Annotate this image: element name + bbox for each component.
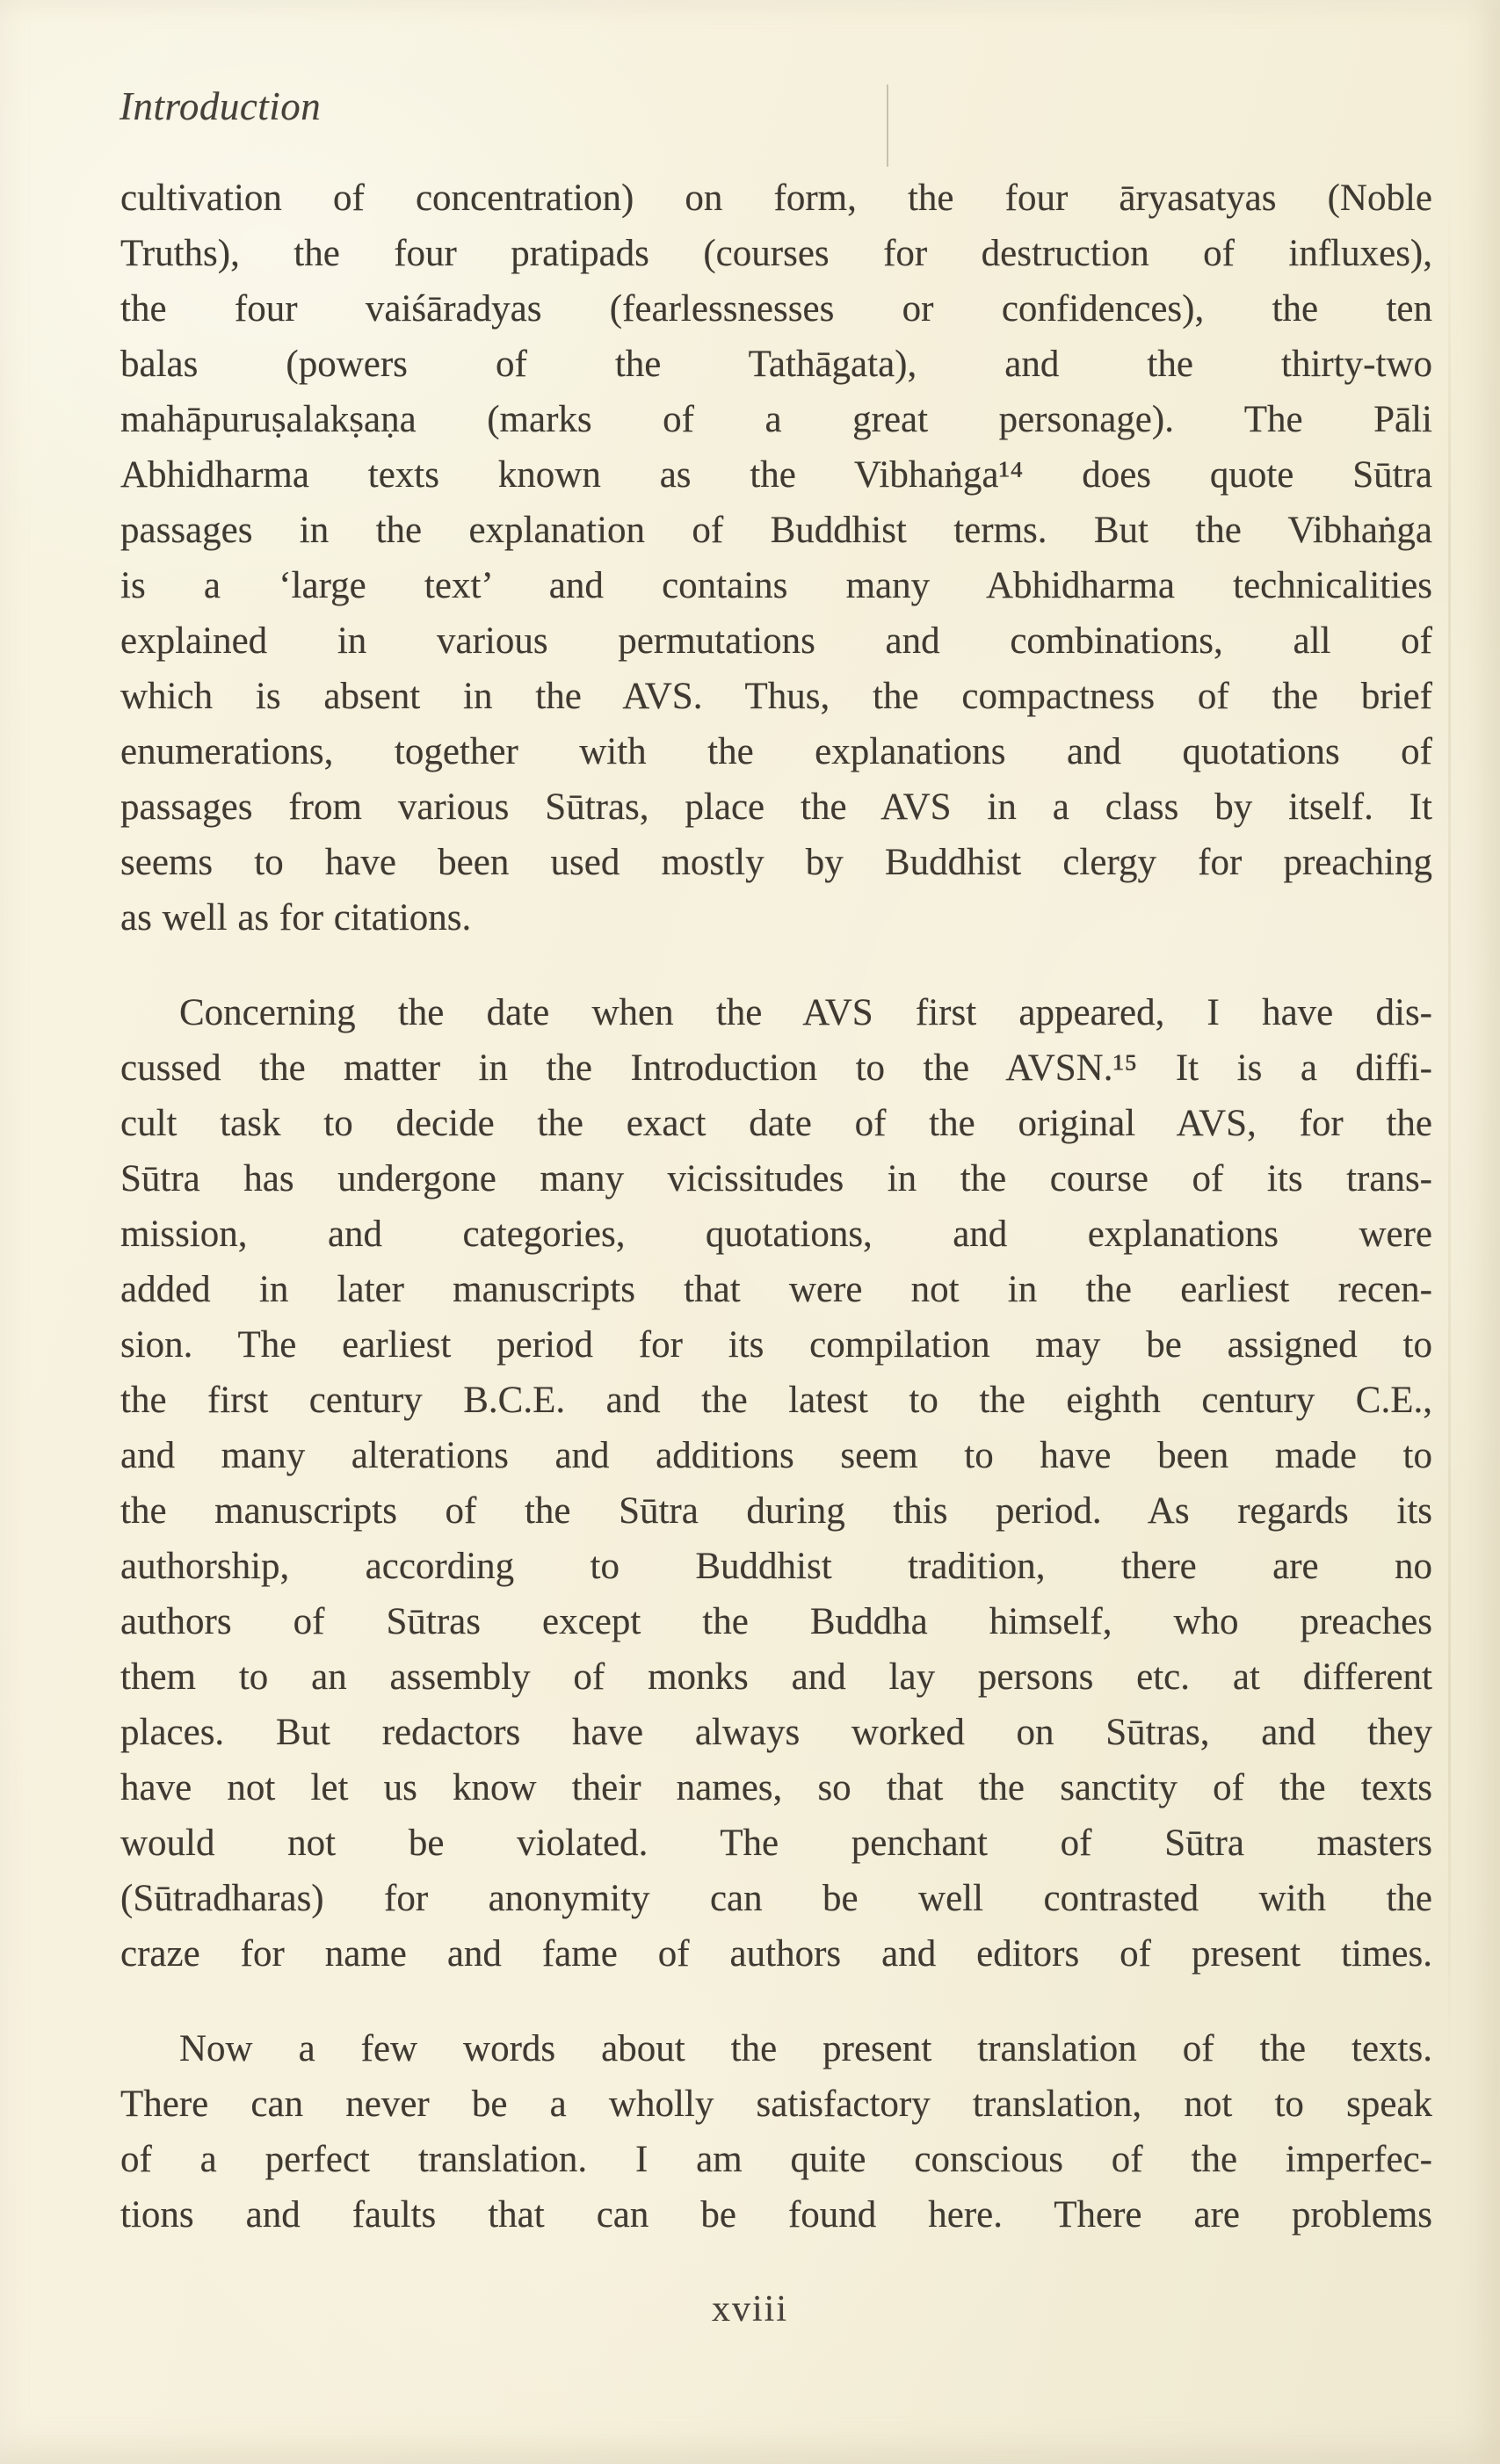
text-line: added in later manuscripts that were not in the earliest recen- — [120, 1269, 1432, 1310]
text-line: seems to have been used mostly by Buddhist clergy for preaching — [120, 842, 1432, 883]
text-line: Sūtra has undergone many vicissitudes in the course of its trans- — [120, 1158, 1432, 1199]
paragraph — [120, 170, 1432, 946]
text-line: and many alterations and additions seem to have been made to — [120, 1435, 1432, 1476]
scan-artifact — [887, 84, 888, 167]
text-line: Abhidharma texts known as the Vibhaṅga¹⁴ does quote Sūtra — [120, 454, 1432, 496]
text-line: balas (powers of the Tathāgata), and the thirty-two — [120, 344, 1432, 385]
text-line: them to an assembly of monks and lay persons etc. at different — [120, 1656, 1432, 1698]
text-line: would not be violated. The penchant of Sūtra masters — [120, 1823, 1432, 1864]
text-line: have not let us know their names, so that the sanctity of the texts — [120, 1767, 1432, 1808]
text-line: cultivation of concentration) on form, the four āryasatyas (Noble — [120, 178, 1432, 219]
text-line: the four vaiśāradyas (fearlessnesses or confidences), the ten — [120, 288, 1432, 330]
text-line: craze for name and fame of authors and editors of present times. — [120, 1933, 1432, 1975]
text-line: enumerations, together with the explanations and quotations of — [120, 731, 1432, 772]
text-line: the first century B.C.E. and the latest to the eighth century C.E., — [120, 1380, 1432, 1421]
text-line: sion. The earliest period for its compilation may be assigned to — [120, 1324, 1432, 1366]
running-header-title: Introduction — [120, 84, 322, 128]
text-line: is a ‘large text’ and contains many Abhidharma technicalities — [120, 565, 1432, 606]
text-line: explained in various permutations and combinations, all of — [120, 620, 1432, 662]
text-line: cussed the matter in the Introduction to the AVSN.¹⁵ It is a diffi- — [120, 1047, 1432, 1089]
page-number: xviii — [711, 2289, 788, 2330]
text-line: of a perfect translation. I am quite conscious of the imperfec- — [120, 2139, 1432, 2180]
text-line: cult task to decide the exact date of the original AVS, for the — [120, 1103, 1432, 1144]
text-line: mission, and categories, quotations, and explanations were — [120, 1214, 1432, 1255]
page-body-text — [120, 170, 1432, 2243]
text-line: authorship, according to Buddhist tradition, there are no — [120, 1546, 1432, 1587]
text-line: passages from various Sūtras, place the AVS in a class by itself. It — [120, 786, 1432, 828]
text-line: authors of Sūtras except the Buddha himself, who preaches — [120, 1601, 1432, 1642]
text-line: as well as for citations. — [120, 897, 472, 938]
text-line: which is absent in the AVS. Thus, the compactness of the brief — [120, 676, 1432, 717]
text-line: the manuscripts of the Sūtra during this period. As regards its — [120, 1490, 1432, 1532]
text-line: Concerning the date when the AVS first appeared, I have dis- — [179, 992, 1432, 1033]
text-line: mahāpuruṣalakṣaṇa (marks of a great personage). The Pāli — [120, 399, 1432, 440]
text-line: There can never be a wholly satisfactory translation, not to speak — [120, 2084, 1432, 2125]
paragraph — [120, 2021, 1432, 2243]
text-line: Now a few words about the present translation of the texts. — [179, 2028, 1432, 2069]
scan-crease — [1448, 193, 1451, 2083]
paragraph — [120, 985, 1432, 1982]
text-line: (Sūtradharas) for anonymity can be well contrasted with the — [120, 1878, 1432, 1919]
text-line: tions and faults that can be found here. There are problems — [120, 2194, 1432, 2236]
text-line: Truths), the four pratipads (courses for destruction of influxes), — [120, 233, 1432, 274]
text-line: places. But redactors have always worked on Sūtras, and they — [120, 1712, 1432, 1753]
text-line: passages in the explanation of Buddhist terms. But the Vibhaṅga — [120, 510, 1432, 551]
